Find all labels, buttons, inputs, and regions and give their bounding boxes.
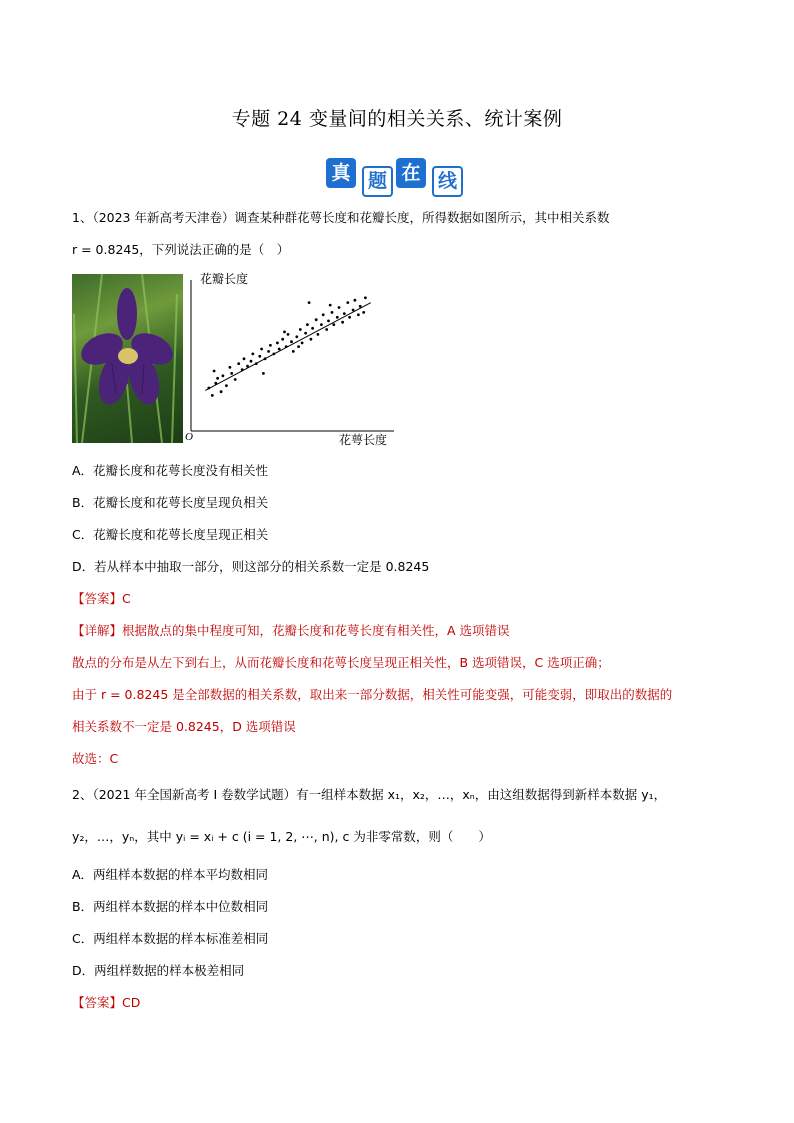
banner-char-1: 真 bbox=[326, 158, 356, 188]
q2-answer: 【答案】CD bbox=[72, 995, 141, 1010]
scatter-point bbox=[230, 372, 233, 375]
scatter-point bbox=[260, 348, 263, 351]
scatter-point bbox=[310, 338, 313, 341]
iris-flower-image bbox=[72, 274, 183, 443]
q1-detail-line3: 由于 r = 0.8245 是全部数据的相关系数，取出来一部分数据，相关性可能变强，可能变弱，即取出的数据的 bbox=[72, 687, 673, 702]
x-axis-label: 花萼长度 bbox=[339, 433, 388, 447]
scatter-point bbox=[220, 390, 223, 393]
scatter-point bbox=[329, 304, 332, 307]
banner-char-3: 在 bbox=[396, 158, 426, 188]
scatter-point bbox=[281, 338, 284, 341]
q1-detail-line2: 散点的分布是从左下到右上，从而花瓣长度和花萼长度呈现正相关性，B 选项错误，C 选项正确； bbox=[72, 655, 610, 670]
scatter-point bbox=[322, 313, 325, 316]
scatter-point bbox=[287, 333, 290, 336]
scatter-point bbox=[213, 370, 216, 373]
scatter-point bbox=[357, 313, 360, 316]
regression-line bbox=[205, 303, 370, 391]
scatter-point bbox=[308, 301, 311, 304]
q1-option-b: B．花瓣长度和花萼长度呈现负相关 bbox=[72, 495, 269, 510]
scatter-point bbox=[341, 321, 344, 324]
q1-detail-line1: 【详解】根据散点的集中程度可知，花瓣长度和花萼长度有相关性，A 选项错误 bbox=[72, 623, 510, 638]
scatter-point bbox=[264, 357, 267, 360]
scatter-point bbox=[295, 335, 298, 338]
scatter-point bbox=[292, 350, 295, 353]
scatter-point bbox=[336, 316, 339, 319]
q2-option-b: B．两组样本数据的样本中位数相同 bbox=[72, 899, 269, 914]
scatter-point bbox=[299, 328, 302, 331]
scatter-point bbox=[278, 348, 281, 351]
scatter-point bbox=[359, 305, 362, 308]
scatter-point bbox=[250, 360, 253, 363]
q1-option-a: A．花瓣长度和花萼长度没有相关性 bbox=[72, 463, 269, 478]
scatter-point bbox=[276, 342, 279, 345]
q1-detail-line4: 相关系数不一定是 0.8245，D 选项错误 bbox=[72, 719, 296, 734]
scatter-point bbox=[317, 333, 320, 336]
scatter-chart bbox=[184, 268, 404, 450]
scatter-point bbox=[364, 296, 367, 299]
q2-stem-line1: 2、（2021 年全国新高考 I 卷数学试题）有一组样本数据 x₁，x₂，…，xₙ，由这组数据得到新样本数据 y₁， bbox=[72, 787, 667, 802]
scatter-point bbox=[311, 327, 314, 330]
q1-stem-line1: 1、（2023 年新高考天津卷）调查某种群花萼长度和花瓣长度，所得数据如图所示，其中相关系数 bbox=[72, 210, 610, 225]
scatter-point bbox=[354, 299, 357, 302]
scatter-point bbox=[320, 323, 323, 326]
scatter-point bbox=[301, 342, 304, 345]
scatter-point bbox=[241, 368, 244, 371]
scatter-point bbox=[332, 323, 335, 326]
scatter-point bbox=[243, 357, 246, 360]
scatter-point bbox=[207, 387, 210, 390]
scatter-point bbox=[325, 328, 328, 331]
scatter-point bbox=[222, 374, 225, 377]
scatter-point bbox=[211, 394, 214, 397]
scatter-point bbox=[234, 378, 237, 381]
scatter-point bbox=[297, 345, 300, 348]
scatter-point bbox=[262, 372, 265, 375]
q1-option-d: D．若从样本中抽取一部分，则这部分的相关系数一定是 0.8245 bbox=[72, 559, 430, 574]
scatter-point bbox=[246, 365, 249, 368]
scatter-point bbox=[273, 353, 276, 356]
q1-option-c: C．花瓣长度和花萼长度呈现正相关 bbox=[72, 527, 269, 542]
scatter-point bbox=[267, 350, 270, 353]
scatter-point bbox=[255, 362, 258, 365]
scatter-point bbox=[225, 384, 228, 387]
scatter-point bbox=[237, 362, 240, 365]
page-title: 专题 24 变量间的相关关系、统计案例 bbox=[231, 108, 563, 130]
q2-option-a: A．两组样本数据的样本平均数相同 bbox=[72, 867, 269, 882]
scatter-point bbox=[285, 345, 288, 348]
y-axis-label: 花瓣长度 bbox=[200, 272, 249, 286]
scatter-point bbox=[346, 301, 349, 304]
scatter-point bbox=[290, 340, 293, 343]
q1-answer: 【答案】C bbox=[72, 591, 131, 606]
scatter-point bbox=[251, 353, 254, 356]
scatter-point bbox=[338, 306, 341, 309]
scatter-point bbox=[327, 320, 330, 323]
scatter-point bbox=[331, 311, 334, 314]
scatter-point bbox=[258, 355, 261, 358]
banner-char-4: 线 bbox=[432, 166, 463, 197]
scatter-point bbox=[283, 331, 286, 334]
section-banner bbox=[326, 156, 466, 196]
scatter-point bbox=[229, 366, 232, 369]
scatter-point bbox=[304, 332, 307, 335]
scatter-point bbox=[348, 316, 351, 319]
q2-option-d: D．两组样数据的样本极差相同 bbox=[72, 963, 245, 978]
banner-char-2: 题 bbox=[362, 166, 393, 197]
q1-stem-line2: r = 0.8245，下列说法正确的是（ ） bbox=[72, 242, 290, 257]
scatter-point bbox=[216, 377, 219, 380]
scatter-point bbox=[343, 312, 346, 315]
scatter-point bbox=[214, 382, 217, 385]
scatter-point bbox=[362, 311, 365, 314]
scatter-point bbox=[352, 309, 355, 312]
q2-option-c: C．两组样本数据的样本标准差相同 bbox=[72, 931, 269, 946]
q1-conclusion: 故选：C bbox=[72, 751, 119, 766]
scatter-points bbox=[207, 296, 366, 396]
scatter-point bbox=[315, 318, 318, 321]
scatter-point bbox=[306, 323, 309, 326]
q2-stem-line2: y₂，…，yₙ，其中 yᵢ = xᵢ + c (i = 1, 2, ⋯, n), c 为非零常数，则（ ） bbox=[72, 829, 491, 844]
scatter-point bbox=[269, 344, 272, 347]
origin-label: O bbox=[185, 431, 193, 443]
